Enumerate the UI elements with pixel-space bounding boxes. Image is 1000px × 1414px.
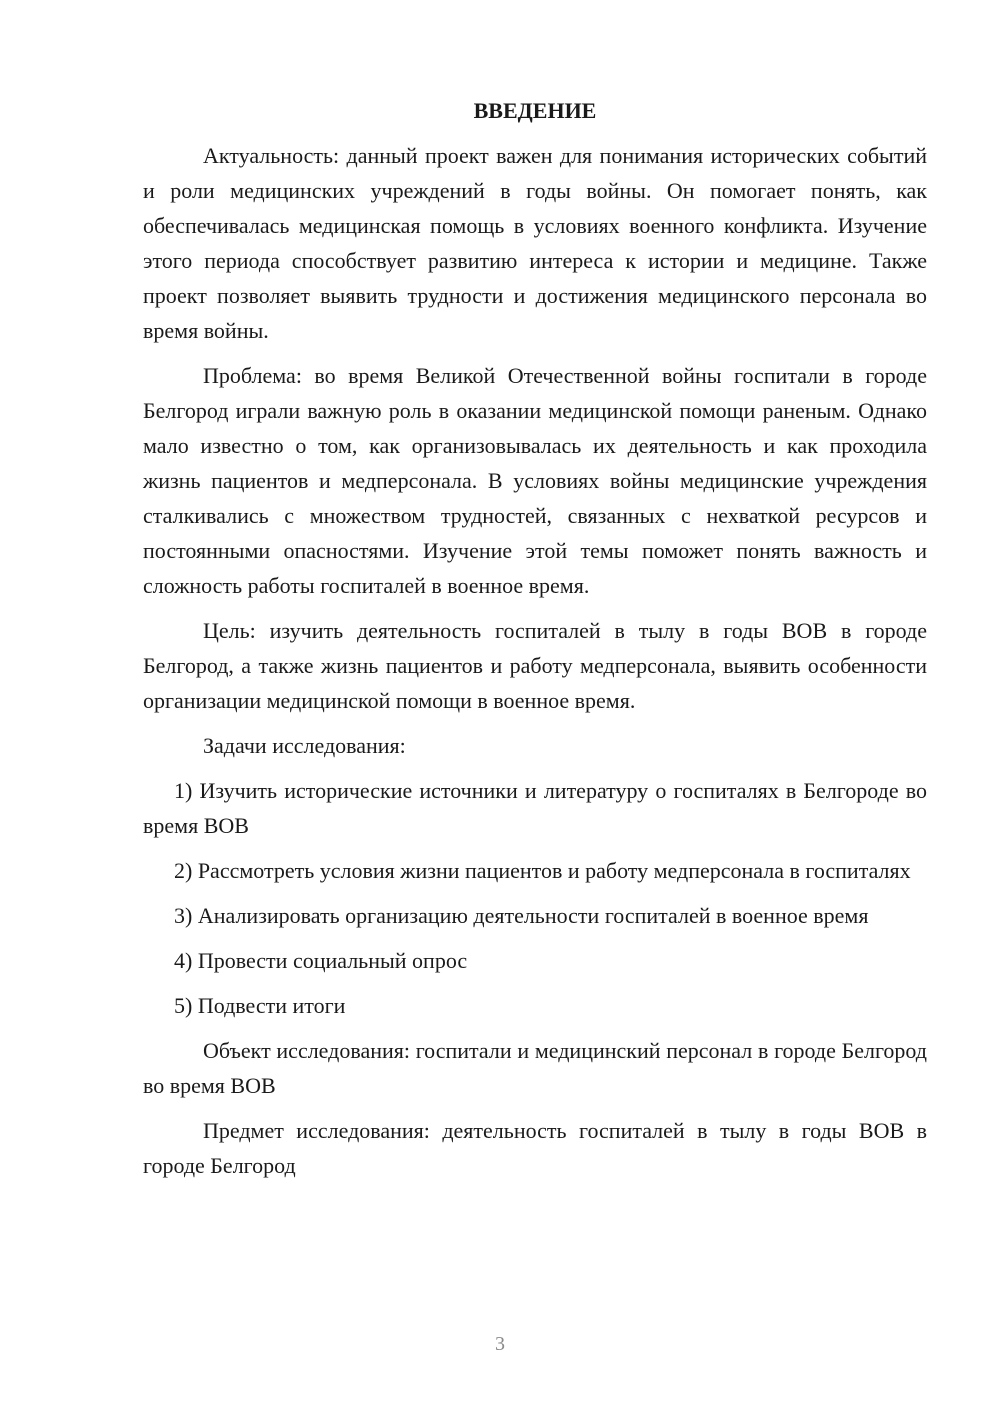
document-page	[143, 94, 927, 1183]
task-item-5: 5) Подвести итоги	[174, 993, 346, 1018]
task-item-4: 4) Провести социальный опрос	[174, 948, 468, 973]
section-heading: ВВЕДЕНИЕ	[473, 98, 597, 123]
paragraph-relevance: Актуальность: данный проект важен для понимания исторических событий и роли медицинских учреждений в годы войны. Он помогает понять, как обеспечивалась медицинская помощь в условиях военного конфликта. Изучение этого периода способствует развитию интереса к истории и медицине. Также проект позволяет выявить трудности и достижения медицинского персонала во время войны.	[143, 143, 927, 343]
task-item-3: 3) Анализировать организацию деятельности госпиталей в военное время	[174, 903, 869, 928]
task-item-2: 2) Рассмотреть условия жизни пациентов и работу медперсонала в госпиталях	[174, 858, 911, 883]
paragraph-subject: Предмет исследования: деятельность госпиталей в тылу в годы ВОВ в городе Белгород	[143, 1118, 927, 1178]
task-item-1: 1) Изучить исторические источники и литературу о госпиталях в Белгороде во время ВОВ	[143, 778, 927, 838]
paragraph-problem: Проблема: во время Великой Отечественной войны госпитали в городе Белгород играли важную роль в оказании медицинской помощи раненым. Однако мало известно о том, как организовывалась их деятельность и как проходила жизнь пациентов и медперсонала. В условиях войны медицинские учреждения сталкивались с множеством трудностей, связанных с нехваткой ресурсов и постоянными опасностями. Изучение этой темы поможет понять важность и сложность работы госпиталей в военное время.	[143, 363, 927, 598]
paragraph-goal: Цель: изучить деятельность госпиталей в тылу в годы ВОВ в городе Белгород, а также жизнь пациентов и работу медперсонала, выявить особенности организации медицинской помощи в военное время.	[143, 618, 927, 713]
paragraph-object: Объект исследования: госпитали и медицинский персонал в городе Белгород во время ВОВ	[143, 1038, 927, 1098]
page-number: 3	[495, 1333, 505, 1355]
paragraph-tasks-title: Задачи исследования:	[203, 733, 406, 758]
